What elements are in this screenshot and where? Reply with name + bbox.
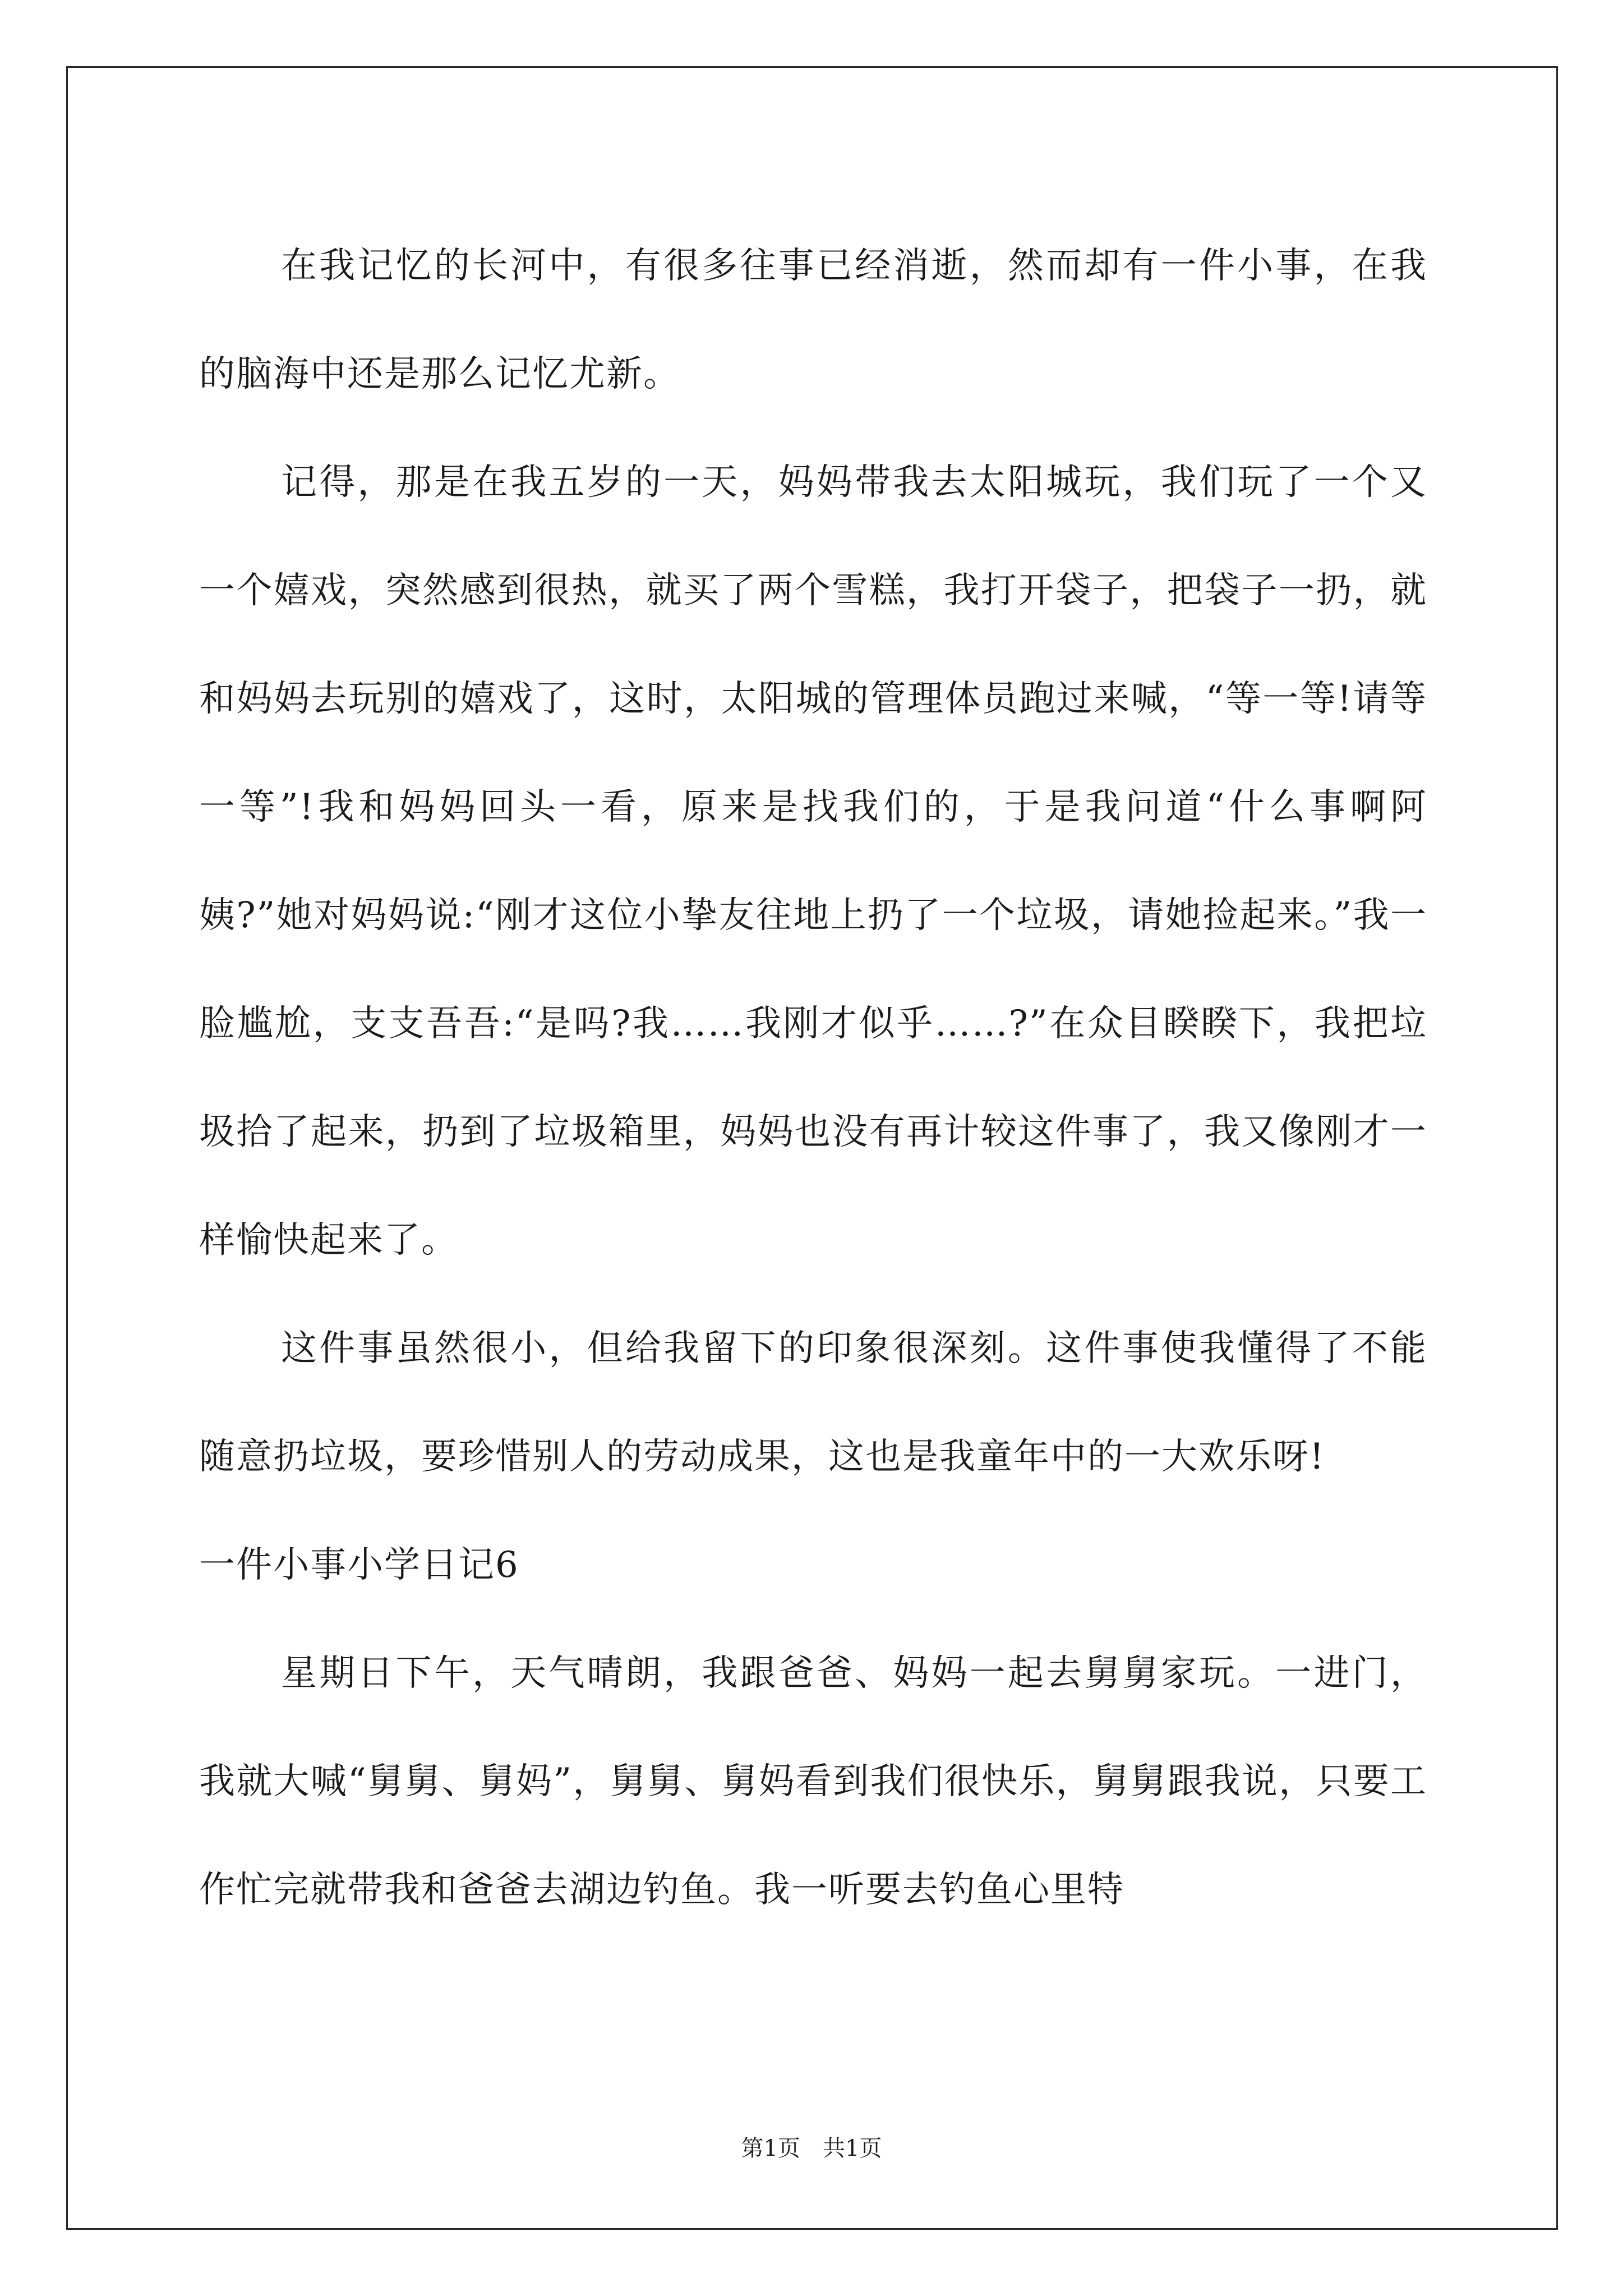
paragraph-3: 这件事虽然很小，但给我留下的印象很深刻。这件事使我懂得了不能随意扔垃圾，要珍惜别人的劳动成果，这也是我童年中的一大欢乐呀!	[199, 1328, 1427, 1478]
page-number-footer: 第1页 共1页	[741, 2136, 882, 2161]
paragraph-2: 记得，那是在我五岁的一天，妈妈带我去太阳城玩，我们玩了一个又一个嬉戏，突然感到很热，就买了两个雪糕，我打开袋子，把袋子一扔，就和妈妈去玩别的嬉戏了，这时，太阳城的管理体员跑过来喊，“等一等!请等一等”!我和妈妈回头一看，原来是找我们的，于是我问道“什么事啊阿姨?”她对妈妈说:“刚才这位小挚友往地上扔了一个垃圾，请她捡起来。”我一脸尴尬，支支吾吾:“是吗?我……我刚才似乎……?”在众目睽睽下，我把垃圾拾了起来，扔到了垃圾箱里，妈妈也没有再计较这件事了，我又像刚才一样愉快起来了。	[199, 462, 1427, 1261]
paragraph-4: 星期日下午，天气晴朗，我跟爸爸、妈妈一起去舅舅家玩。一进门，我就大喊“舅舅、舅妈”，舅舅、舅妈看到我们很快乐，舅舅跟我说，只要工作忙完就带我和爸爸去湖边钓鱼。我一听要去钓鱼心里特	[199, 1653, 1427, 1911]
paragraph-1: 在我记忆的长河中，有很多往事已经消逝，然而却有一件小事，在我的脑海中还是那么记忆尤新。	[199, 245, 1427, 395]
section-heading: 一件小事小学日记6	[199, 1544, 519, 1586]
document-body	[199, 212, 1427, 1944]
